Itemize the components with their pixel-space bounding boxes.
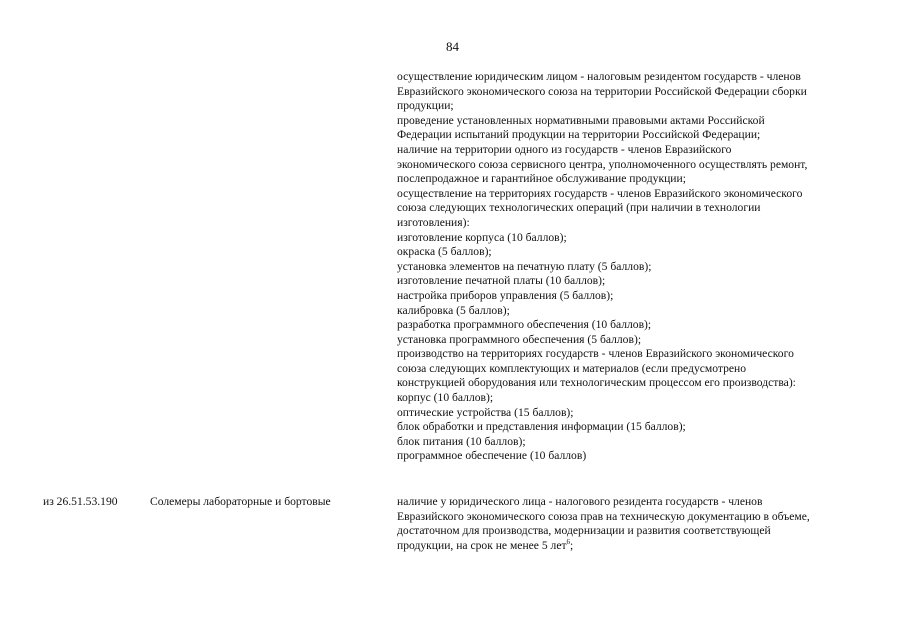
text-line: Евразийского экономического союза на территории Российской Федерации сборки bbox=[397, 84, 807, 98]
text-line: наличие у юридического лица - налогового резидента государств - членов bbox=[397, 495, 763, 508]
text-line: установка программного обеспечения (5 баллов); bbox=[397, 332, 642, 346]
text-line: разработка программного обеспечения (10 баллов); bbox=[397, 318, 652, 332]
text-line: Федерации испытаний продукции на территории Российской Федерации; bbox=[397, 128, 761, 142]
text-line: осуществление юридическим лицом - налоговым резидентом государств - членов bbox=[397, 70, 801, 83]
text-line: программное обеспечение (10 баллов) bbox=[397, 449, 587, 463]
text-fragment: ; bbox=[570, 538, 574, 552]
text-line: оптические устройства (15 баллов); bbox=[397, 405, 574, 419]
text-line: конструкцией оборудования или технологическим процессом его производства): bbox=[397, 376, 796, 390]
text-line: изготовления): bbox=[397, 215, 470, 229]
text-line: Евразийского экономического союза прав на техническую документацию в объеме, bbox=[397, 509, 810, 523]
page-number: 84 bbox=[446, 39, 459, 54]
footnote-mark: 6 bbox=[566, 537, 571, 546]
text-line: экономического союза сервисного центра, уполномоченного осуществлять ремонт, bbox=[397, 157, 808, 171]
text-fragment: продукции, на срок не менее 5 лет bbox=[397, 538, 567, 552]
text-line: блок обработки и представления информации (15 баллов); bbox=[397, 420, 686, 434]
product-requirements bbox=[397, 495, 867, 553]
text-line: изготовление печатной платы (10 баллов); bbox=[397, 274, 606, 288]
text-line: производство на территориях государств - членов Евразийского экономического bbox=[397, 347, 794, 361]
text-line: установка элементов на печатную плату (5 баллов); bbox=[397, 259, 652, 273]
text-line: блок питания (10 баллов); bbox=[397, 434, 526, 448]
text-line-with-footnote bbox=[397, 539, 867, 554]
text-line: осуществление на территориях государств - членов Евразийского экономического bbox=[397, 186, 803, 200]
text-line: проведение установленных нормативными правовыми актами Российской bbox=[397, 113, 765, 127]
text-line: продукции; bbox=[397, 99, 454, 113]
text-line: настройка приборов управления (5 баллов); bbox=[397, 288, 614, 302]
requirements-continuation bbox=[397, 70, 867, 464]
text-line: калибровка (5 баллов); bbox=[397, 303, 510, 317]
text-line: союза следующих комплектующих и материалов (если предусмотрено bbox=[397, 361, 747, 375]
text-line: наличие на территории одного из государств - членов Евразийского bbox=[397, 142, 732, 156]
text-line: изготовление корпуса (10 баллов); bbox=[397, 230, 567, 244]
text-line: окраска (5 баллов); bbox=[397, 245, 492, 259]
text-line: послепродажное и гарантийное обслуживание продукции; bbox=[397, 172, 686, 186]
text-line: достаточном для производства, модернизации и развития соответствующей bbox=[397, 524, 771, 538]
product-name: Солемеры лабораторные и бортовые bbox=[150, 495, 331, 508]
text-line: союза следующих технологических операций (при наличии в технологии bbox=[397, 201, 761, 215]
product-code: из 26.51.53.190 bbox=[43, 495, 118, 508]
text-line: корпус (10 баллов); bbox=[397, 391, 494, 405]
